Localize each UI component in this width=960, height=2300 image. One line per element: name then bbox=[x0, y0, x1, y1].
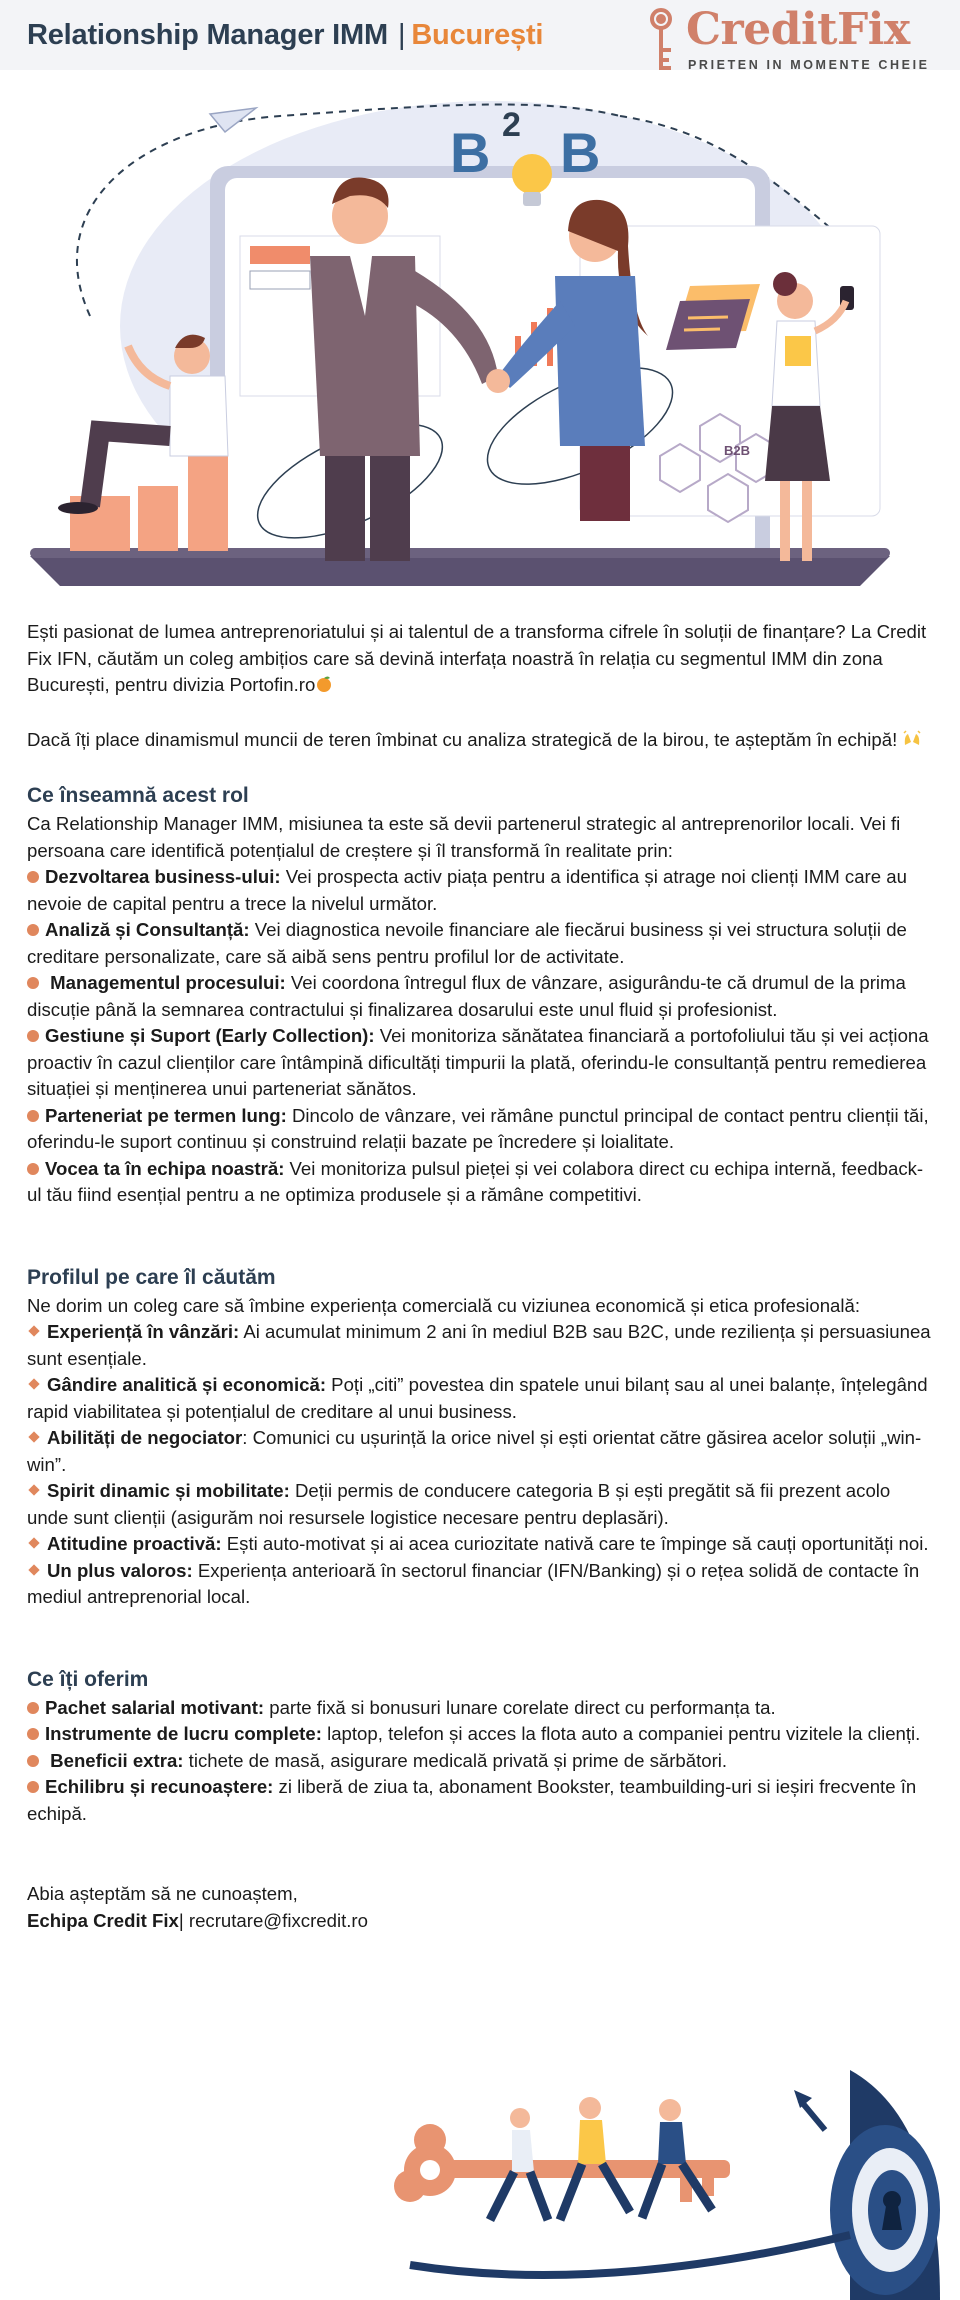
role-item-label: Managementul procesului: bbox=[50, 972, 286, 993]
orange-dot-icon bbox=[27, 1030, 39, 1042]
offer-item-label: Instrumente de lucru complete: bbox=[45, 1723, 322, 1744]
orange-dot-icon bbox=[27, 1163, 39, 1175]
offer-section-title: Ce îți oferim bbox=[27, 1667, 149, 1691]
closing-line: Abia așteptăm să ne cunoaștem, bbox=[27, 1883, 298, 1904]
orange-dot-icon bbox=[27, 1702, 39, 1714]
logo-tagline: PRIETEN IN MOMENTE CHEIE bbox=[688, 58, 930, 72]
profile-item-text: Ești auto-motivat și ai acea curiozitate nativă care te împinge să cauți oportunități noi. bbox=[221, 1533, 929, 1554]
profile-item bbox=[27, 1372, 933, 1425]
profile-item-text: Ai acumulat minimum 2 ani în mediul B2B sau B2C, unde reziliența și persuasiunea sunt esențiale. bbox=[27, 1321, 931, 1369]
job-title bbox=[27, 19, 543, 52]
footer-illustration bbox=[380, 2060, 940, 2300]
profile-item-label: Abilități de negociator bbox=[47, 1427, 243, 1448]
orange-diamond-icon bbox=[28, 1564, 39, 1575]
offer-item-text: zi liberă de ziua ta, abonament Bookster, teambuilding-uri si ieșiri frecvente în echipă. bbox=[27, 1776, 917, 1824]
orange-diamond-icon bbox=[28, 1378, 39, 1389]
team-name: Echipa Credit Fix bbox=[27, 1909, 179, 1931]
orange-dot-icon bbox=[27, 871, 39, 883]
raising-hands-icon bbox=[902, 729, 922, 756]
role-item bbox=[27, 970, 933, 1023]
orange-dot-icon bbox=[27, 924, 39, 936]
role-item-text: Dincolo de vânzare, vei rămâne punctul principal de contact pentru clienții tăi, oferindu-le suport continuu și construind relații bazate pe încredere și loialitate. bbox=[27, 1104, 929, 1152]
offer-item-label: Pachet salarial motivant: bbox=[45, 1696, 265, 1718]
b2b-two: 2 bbox=[502, 106, 521, 144]
b2b-b-right: B bbox=[560, 121, 601, 184]
profile-item-label: Atitudine proactivă: bbox=[47, 1533, 222, 1554]
orange-diamond-icon bbox=[28, 1537, 39, 1548]
offer-item bbox=[27, 1774, 933, 1827]
creditfix-logo bbox=[640, 6, 940, 70]
logo-name: CreditFix bbox=[686, 4, 910, 55]
profile-item-text: Poți „citi” povestea din spatele unui bilanț sau al unei balanțe, înțelegând rapid viabilitatea și potențialul de creditare al unui business. bbox=[27, 1374, 928, 1422]
profile-item bbox=[27, 1319, 933, 1372]
profile-item-label: Experiență în vânzări: bbox=[47, 1321, 240, 1342]
offer-item-label: Beneficii extra: bbox=[50, 1749, 184, 1771]
profile-item bbox=[27, 1425, 933, 1478]
contact-email[interactable]: recrutare@fixcredit.ro bbox=[183, 1909, 368, 1931]
b2b-b-left: B bbox=[450, 121, 491, 184]
profile-item-text: : Comunici cu ușurință la orice nivel și ești orientat către găsirea acelor soluții „win-win”. bbox=[27, 1427, 922, 1475]
role-item bbox=[27, 1103, 933, 1156]
orange-fruit-icon bbox=[315, 674, 333, 701]
role-item bbox=[27, 917, 933, 970]
offer-item-text: laptop, telefon și acces la flota auto a companiei pentru vizitele la clienți. bbox=[321, 1723, 921, 1744]
job-city: București bbox=[411, 19, 544, 51]
offer-item bbox=[27, 1721, 933, 1748]
header-bar bbox=[0, 0, 960, 70]
profile-intro: Ne dorim un coleg care să îmbine experiența comercială cu viziunea economică și etica profesională: bbox=[27, 1294, 861, 1316]
role-item-text: Vei monitoriza sănătatea financiară a portofoliului tău și vei acționa proactiv în cazul clienților care întâmpină dificultăți timpurii la plată, oferindu-le consultanță pentru remedierea situației și menținerea unui parteneriat sănătos. bbox=[27, 1025, 929, 1099]
intro-text-2: Dacă îți place dinamismul muncii de teren îmbinat cu analiza strategică de la birou, te așteptăm în echipă! bbox=[27, 728, 898, 750]
profile-item bbox=[27, 1558, 933, 1611]
orange-dot-icon bbox=[27, 977, 39, 989]
role-section-title: Ce înseamnă acest rol bbox=[27, 784, 249, 807]
profile-item-label: Un plus valoros: bbox=[47, 1559, 193, 1581]
signature bbox=[27, 1908, 933, 1935]
profile-item bbox=[27, 1531, 933, 1558]
role-intro: Ca Relationship Manager IMM, misiunea ta este să devii partenerul strategic al antreprenorilor locali. Vei fi persoana care identifică potențialul de creștere și îl transformă în realitate prin: bbox=[27, 813, 901, 861]
job-description bbox=[27, 619, 933, 1934]
orange-dot-icon bbox=[27, 1728, 39, 1740]
orange-diamond-icon bbox=[28, 1484, 39, 1495]
title-separator: | bbox=[397, 19, 406, 51]
role-item bbox=[27, 864, 933, 917]
role-item-label: Parteneriat pe termen lung: bbox=[45, 1104, 287, 1126]
profile-item bbox=[27, 1478, 933, 1531]
profile-item-label: Gândire analitică și economică: bbox=[47, 1374, 327, 1395]
profile-section-title: Profilul pe care îl căutăm bbox=[27, 1265, 276, 1289]
key-icon bbox=[640, 6, 682, 76]
job-title-text: Relationship Manager IMM bbox=[27, 19, 388, 51]
offer-item bbox=[27, 1748, 933, 1775]
offer-item-text: tichete de masă, asigurare medicală privată și prime de sărbători. bbox=[183, 1749, 728, 1771]
role-item-text: Vei monitoriza pulsul pieței și vei colabora direct cu echipa internă, feedback-ul tău fiind esențial pentru a ne optimiza produsele și a rămâne competitivi. bbox=[27, 1157, 924, 1205]
role-item-text: Vei coordona întregul flux de vânzare, asigurându-te că drumul de la prima discuție până la semnarea contractului și finalizarea dosarului este unul fluid și profesionist. bbox=[27, 972, 906, 1020]
profile-item-label: Spirit dinamic și mobilitate: bbox=[47, 1480, 290, 1501]
role-item-text: Vei diagnostica nevoile financiare ale fiecărui business și vei structura soluții de creditare personalizate, care să aibă sens pentru profilul lor de activitate. bbox=[27, 919, 907, 967]
offer-item bbox=[27, 1695, 933, 1722]
orange-dot-icon bbox=[27, 1110, 39, 1122]
role-item bbox=[27, 1156, 933, 1209]
intro-text-1: Ești pasionat de lumea antreprenoriatului și ai talentul de a transforma cifrele în soluții de finanțare? La Credit Fix IFN, căutăm un coleg ambițios care să devină interfața noastră în relația cu segmentul IMM din zona București, pentru divizia Portofin.ro bbox=[27, 621, 927, 695]
orange-dot-icon bbox=[27, 1755, 39, 1767]
role-item-text: Vei prospecta activ piața pentru a identifica și atrage noi clienți IMM care au nevoie de capital pentru a trece la nivelul următor. bbox=[27, 866, 907, 914]
orange-diamond-icon bbox=[28, 1325, 39, 1336]
b2b-badge: B2B bbox=[724, 443, 751, 458]
role-item-label: Vocea ta în echipa noastră: bbox=[45, 1157, 285, 1179]
role-item-label: Gestiune și Suport (Early Collection): bbox=[45, 1025, 375, 1046]
intro-paragraph-2 bbox=[27, 727, 933, 756]
orange-diamond-icon bbox=[28, 1431, 39, 1442]
hero-illustration bbox=[20, 86, 940, 606]
role-item-label: Analiză și Consultanță: bbox=[45, 919, 250, 940]
offer-item-label: Echilibru și recunoaștere: bbox=[45, 1776, 274, 1797]
role-item bbox=[27, 1023, 933, 1103]
orange-dot-icon bbox=[27, 1781, 39, 1793]
profile-item-text: Deții permis de conducere categoria B și ești pregătit să fii prezent acolo unde sunt clienții (asigurăm noi resursele logistice necesare pentru deplasări). bbox=[27, 1480, 891, 1528]
profile-item-text: Experiența anterioară în sectorul financiar (IFN/Banking) și o rețea solidă de contacte în mediul antreprenorial local. bbox=[27, 1559, 920, 1607]
intro-paragraph-1 bbox=[27, 619, 933, 701]
offer-item-text: parte fixă si bonusuri lunare corelate direct cu performanța ta. bbox=[264, 1696, 776, 1718]
role-item-label: Dezvoltarea business-ului: bbox=[45, 866, 281, 887]
signature-separator: | bbox=[178, 1909, 184, 1931]
